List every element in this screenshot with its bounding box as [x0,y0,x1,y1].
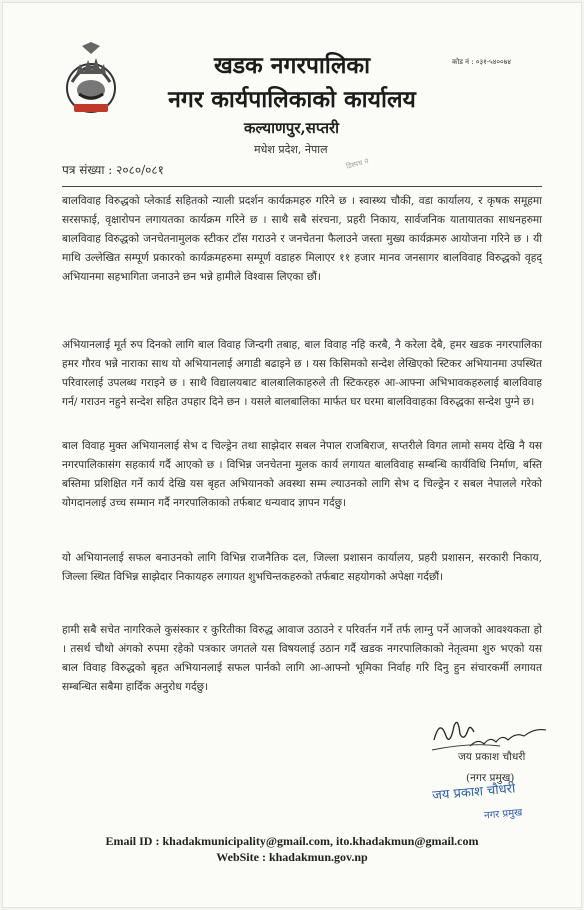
paragraph-2: अभियानलाई मूर्त रुप दिनको लागि बाल विवाह जिन्दगी तबाह, बाल विवाह नहि करबै, नै करेला देबै, हमर खडक नगरपालिका हमर गौरव भन्ने नाराका साथ यो अभियानलाई अगाडी बढाइने छ । यस किसिमको सन्देश लेखिएको स्टिकर अभियानमा उपस्थित परिवारलाई उपलब्ध गराइने छ । साथै विद्यालयबाट बालबालिकाहरुले ती स्टिकरहरु आ-आफ्ना अभिभावकहरुलाई बालविवाह गर्न/ गराउन नहुने सन्देश सहित उपहार दिने छन । यसले बालबालिका मार्फत घर घरमा बालविवाहका विरुद्धका सन्देश पुग्ने छ। [62,339,542,408]
signatory-title: (नगर प्रमुख) [466,772,515,784]
office-code: कोड नं : ०३१-५४००७४ [452,58,511,66]
signatory-name: जय प्रकाश चौधरी [458,751,526,763]
paragraph-3: बाल विवाह मुक्त अभियानलाई सेभ द चिल्ड्रेन तथा साझेदार सबल नेपाल राजबिराज, सप्तरीले विगत लामो समय देखि नै यस नगरपालिकासंग सहकार्य गर्दै आएको छ । विभिन्न जनचेतना मुलक कार्य लगायत बालविवाह सम्बन्धि कार्यविधि निर्माण, बस्ति बस्तिमा प्रशिक्षित गर्ने कार्य देखि यस बृहत अभियानको अवस्था सम्म ल्याउनको लागि सेभ द चिल्ड्रेन र सबल नेपालले गरेको योगदानलाई उच्च सम्मान गर्दै नगरपालिकाको तर्फबाट धन्यवाद ज्ञापन गर्दछु। [62,440,542,509]
paragraph-5: हामी सबै सचेत नागरिकले कुसंस्कार र कुरितीका विरुद्ध आवाज उठाउने र परिवर्तन गर्ने तर्फ लाग्नु पर्ने आजको आवश्यकता हो । तसर्थ चौथो अंगको रुपमा रहेको पत्रकार जगतले यस विषयलाई उठान गर्दै खडक नगरपालिकाको नेतृत्वमा शुरु भएको यस बाल विवाह विरुद्धको बृहत अभियानलाई सफल पार्नको लागि आ-आफ्नो भूमिका निर्वाह गरि दिनु हुन संचारकर्मी लगायत सम्बन्धित सबैमा हार्दिक अनुरोध गर्दछु। [62,624,542,693]
office-name: नगर कार्यपालिकाको कार्यालय [168,87,416,113]
office-place: कल्याणपुर,सप्तरी [244,119,340,137]
header-divider [62,186,542,187]
reference-number: पत्र संख्या : २०८०/०८१ [62,163,164,177]
stamp-signatory-name: जय प्रकाश चौधरी [431,781,516,804]
province-name: मधेश प्रदेश, नेपाल [254,143,328,156]
signature-scribble-icon [430,712,552,754]
footer-email: Email ID : khadakmunicipality@gmail.com, ito.khadakmun@gmail.com [105,834,479,848]
paragraph-4: यो अभियानलाई सफल बनाउनको लागि विभिन्न राजनैतिक दल, जिल्ला प्रशासन कार्यालय, प्रहरी प्रशासन, सरकारी निकाय, जिल्ला स्थित विभिन्न साझेदार निकायहरु लगायत शुभचिन्तकहरुको तर्फबाट सहयोगको अपेक्षा गर्दछौं। [62,552,542,583]
municipality-name: खडक नगरपालिका [213,53,371,79]
footer-website: WebSite : khadakmun.gov.np [216,850,368,864]
paragraph-1: बालविवाह विरुद्धको प्लेकार्ड सहितको न्याली प्रदर्शन कार्यक्रमहरु गरिने छ । स्वास्थ्य चौकी, वडा कार्यालय, र कृषक समूहमा सरसफाई, वृक्षारोपन लगायतका कार्यक्रम गरिने छ । साथै सबै संरचना, प्रहरी निकाय, सार्वजनिक यातायातका साधनहरुमा बालविवाह विरुद्धको जनचेतनामुलक स्टीकर टाँस गराउने र जनचेतना फैलाउने जस्ता मुख्य कार्यक्रमरु आयोजना गरिने छ । यी माथि उल्लेखित सम्पूर्ण प्रकारको कार्यक्रमहरुमा सम्पूर्ण वडाहरु मिलाएर ११ हजार मानव जनसागर बालविवाह विरुद्धको वृहद् अभियानमा सहभागिता जनाउने छन भन्ने हामीले विश्वास लिएका छौं। [62,195,542,283]
dispatch-stamp: डिस्पच नं [345,157,370,171]
stamp-signatory-title: नगर प्रमुख [483,807,523,822]
